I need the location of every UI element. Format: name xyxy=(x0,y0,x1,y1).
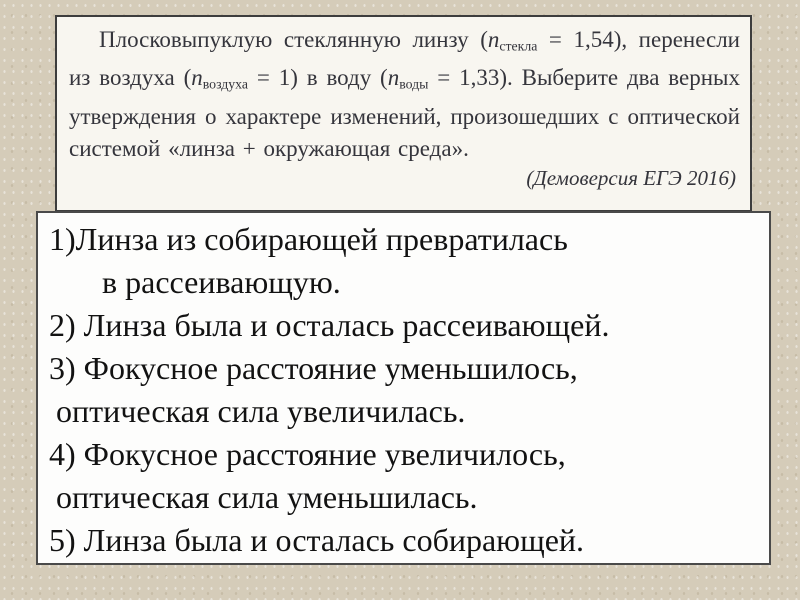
subscript-text: воздуха xyxy=(202,76,249,92)
options-list xyxy=(44,218,763,562)
option-line: 5) Линза была и осталась собирающей. xyxy=(49,522,585,558)
option-line: в рассеивающую. xyxy=(102,264,341,300)
problem-text-segment: = 1) в воду ( xyxy=(248,65,388,91)
option-line: оптическая сила уменьшилась. xyxy=(56,479,478,515)
problem-text-segment: n xyxy=(487,27,500,52)
problem-text-segment: = 1,33). Выберите два верных утверждения о характере изменений, произошедших с оптической системой «линза + окружающая среда». xyxy=(69,65,740,161)
problem-box xyxy=(55,15,752,212)
problem-text-segment: Плосковыпуклую стеклянную линзу ( xyxy=(99,27,488,52)
option-line: оптическая сила увеличилась. xyxy=(56,393,466,429)
problem-text-segment: n xyxy=(191,65,203,91)
problem-text-segment: = 1,54), перенесли из воздуха ( xyxy=(69,27,740,91)
subscript-text: воды xyxy=(399,76,429,92)
problem-text-segment: n xyxy=(387,65,400,91)
option-line: 2) Линза была и осталась рассеивающей. xyxy=(49,307,610,343)
problem-attribution: (Демоверсия ЕГЭ 2016) xyxy=(526,165,736,190)
option-line: 1)Линза из собирающей превратилась xyxy=(49,221,568,257)
options-box xyxy=(36,211,771,565)
problem-text xyxy=(69,24,740,165)
option-line: 3) Фокусное расстояние уменьшилось, xyxy=(49,350,578,386)
subscript-text: стекла xyxy=(499,38,538,54)
option-line: 4) Фокусное расстояние увеличилось, xyxy=(49,436,566,472)
